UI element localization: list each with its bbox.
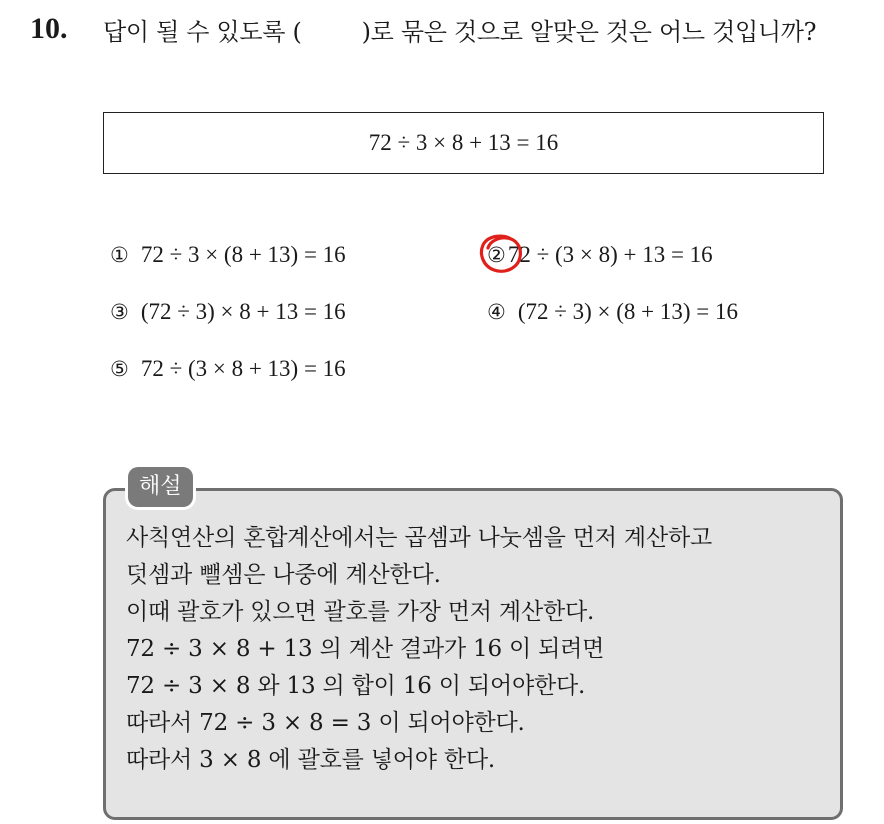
equation-box (103, 112, 824, 174)
choice-1[interactable] (110, 240, 346, 270)
choice-2[interactable] (487, 240, 713, 270)
choice-number: ① (110, 243, 129, 267)
explanation-line: 72 ÷ 3 × 8 와 13 의 합이 16 이 되어야한다. (126, 673, 586, 699)
choice-expression: (72 ÷ 3) × (8 + 13) = 16 (517, 299, 739, 324)
question-text-before: 답이 될 수 있도록 ( (103, 18, 302, 46)
equation-expression: 72 ÷ 3 × 8 + 13 = 16 (368, 130, 559, 155)
choice-expression: 72 ÷ (3 × 8 + 13) = 16 (140, 356, 346, 381)
choice-5[interactable] (110, 354, 346, 384)
explanation-line: 사칙연산의 혼합계산에서는 곱셈과 나눗셈을 먼저 계산하고 (126, 525, 713, 551)
question-text (103, 12, 873, 52)
explanation-line: 이때 괄호가 있으면 괄호를 가장 먼저 계산한다. (126, 599, 595, 625)
choice-3[interactable] (110, 297, 346, 327)
explanation-tag: 해설 (128, 467, 193, 507)
choice-number: ② (487, 243, 506, 267)
choice-expression: 72 ÷ (3 × 8) + 13 = 16 (507, 242, 713, 267)
choice-expression: (72 ÷ 3) × 8 + 13 = 16 (140, 299, 346, 324)
question-text-after: )로 묶은 것으로 알맞은 것은 어느 것입니까? (361, 18, 817, 46)
explanation-line: 72 ÷ 3 × 8 + 13 의 계산 결과가 16 이 되려면 (126, 636, 605, 662)
choice-4[interactable] (487, 297, 738, 327)
choice-number: ④ (487, 300, 506, 324)
explanation-line: 덧셈과 뺄셈은 나중에 계산한다. (126, 562, 441, 588)
choice-expression: 72 ÷ 3 × (8 + 13) = 16 (140, 242, 346, 267)
explanation-line: 따라서 3 × 8 에 괄호를 넣어야 한다. (126, 747, 496, 773)
explanation-line: 따라서 72 ÷ 3 × 8 = 3 이 되어야한다. (126, 710, 525, 736)
choice-number: ⑤ (110, 357, 129, 381)
question-number: 10. (30, 12, 68, 45)
choice-number: ③ (110, 300, 129, 324)
explanation-text (126, 520, 831, 779)
